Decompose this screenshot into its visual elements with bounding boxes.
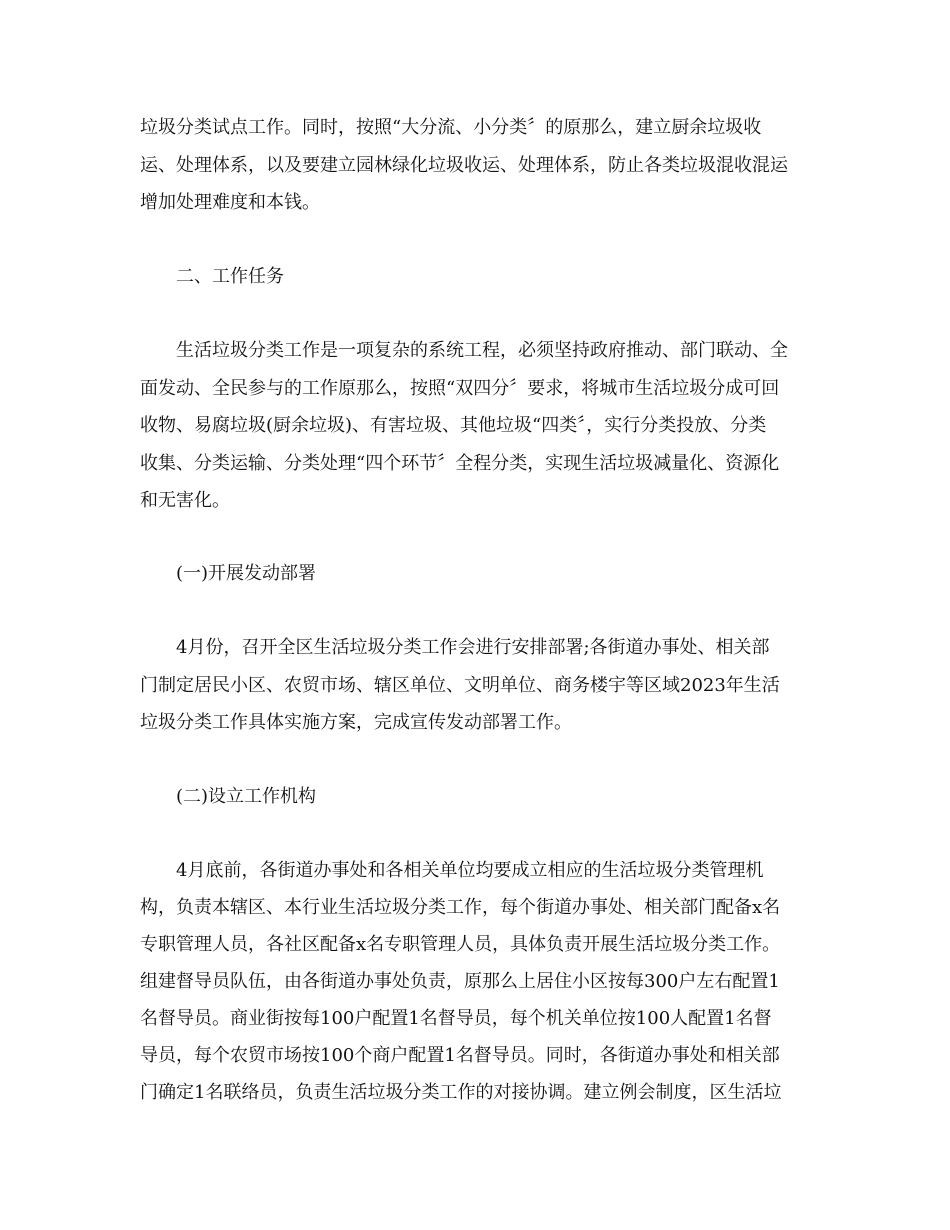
paragraph-line: 导员，每个农贸市场按100个商户配置1名督导员。同时，各街道办事处和相关部 [140,1045,780,1066]
paragraph-line: 门确定1名联络员，负责生活垃圾分类工作的对接协调。建立例会制度，区生活垃 [140,1082,782,1103]
paragraph-line: 专职管理人员，各社区配备x名专职管理人员，具体负责开展生活垃圾分类工作。 [140,934,781,955]
paragraph-line: 运、处理体系，以及要建立园林绿化垃圾收运、处理体系，防止各类垃圾混收混运 [140,155,788,176]
paragraph-line: 垃圾分类工作具体实施方案，完成宣传发动部署工作。 [140,712,572,733]
paragraph-line: 和无害化。 [140,490,230,511]
paragraph-line: 收集、分类运输、分类处理“四个环节〞全程分类，实现生活垃圾减量化、资源化 [140,453,780,474]
paragraph-line: 生活垃圾分类工作是一项复杂的系统工程，必须坚持政府推动、部门联动、全 [176,340,788,361]
paragraph-line: 增加处理难度和本钱。 [140,192,320,213]
paragraph-line: 垃圾分类试点工作。同时，按照“大分流、小分类〞的原那么，建立厨余垃圾收 [140,117,762,138]
subsection-heading: (一)开展发动部署 [176,563,317,584]
paragraph-line: 构，负责本辖区、本行业生活垃圾分类工作，每个街道办事处、相关部门配备x名 [140,897,781,918]
paragraph-line: 4月份，召开全区生活垃圾分类工作会进行安排部署;各街道办事处、相关部 [176,637,770,658]
paragraph-line: 面发动、全民参与的工作原那么，按照“双四分〞要求，将城市生活垃圾分成可回 [140,378,780,399]
paragraph-line: 组建督导员队伍，由各街道办事处负责，原那么上居住小区按每300户左右配置1 [140,971,780,992]
paragraph-line: 门制定居民小区、农贸市场、辖区单位、文明单位、商务楼宇等区域2023年生活 [140,675,780,696]
section-heading: 二、工作任务 [176,266,284,287]
subsection-heading: (二)设立工作机构 [176,786,317,807]
paragraph-line: 收物、易腐垃圾(厨余垃圾)、有害垃圾、其他垃圾“四类〞，实行分类投放、分类 [140,415,767,436]
paragraph-line: 4月底前，各街道办事处和各相关单位均要成立相应的生活垃圾分类管理机 [176,860,764,881]
paragraph-line: 名督导员。商业街按每100户配置1名督导员，每个机关单位按100人配置1名督 [140,1008,772,1029]
